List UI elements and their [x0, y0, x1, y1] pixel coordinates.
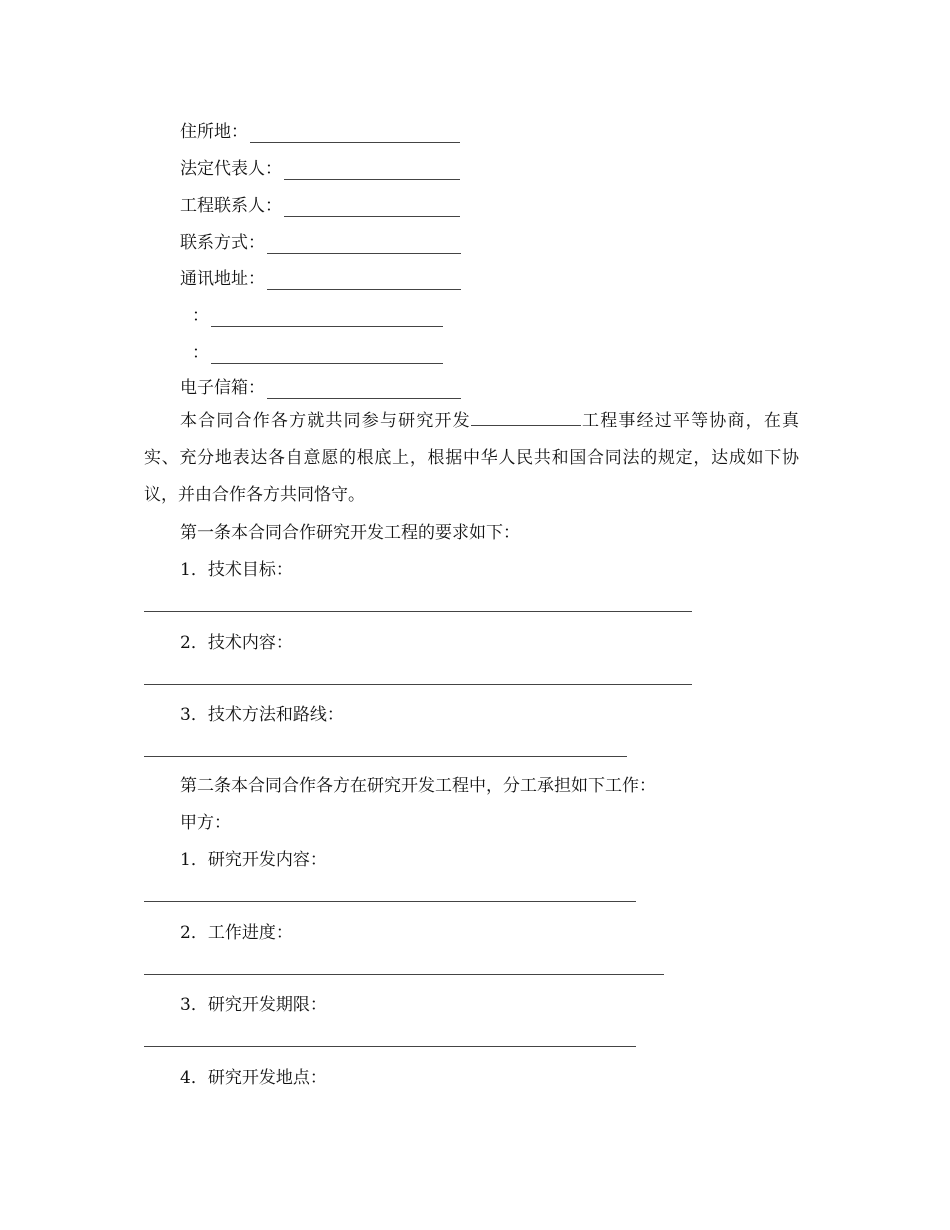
- field-project-contact: [180, 195, 460, 217]
- field-mailing-address: [180, 268, 461, 290]
- fill-in-blank[interactable]: [267, 383, 461, 399]
- field-label: 住所地：: [180, 122, 248, 142]
- field-label: 法定代表人：: [180, 159, 282, 179]
- answer-line[interactable]: [144, 611, 692, 612]
- field-unlabeled-1: [192, 305, 443, 327]
- field-contact-method: [180, 232, 461, 254]
- fill-in-blank[interactable]: [211, 311, 443, 327]
- field-label: 电子信箱：: [180, 378, 265, 398]
- field-label: ：: [192, 343, 209, 363]
- answer-line[interactable]: [144, 1046, 636, 1047]
- field-domicile: [180, 121, 460, 143]
- fill-in-blank[interactable]: [250, 127, 460, 143]
- article-1-item-technical-goal: 1．技术目标：: [180, 560, 293, 580]
- field-label: ：: [192, 306, 209, 326]
- article-2-item-rd-location: 4．研究开发地点：: [180, 1068, 327, 1088]
- intro-paragraph: [144, 403, 799, 514]
- answer-line[interactable]: [144, 684, 692, 685]
- article-1-item-technical-content: 2．技术内容：: [180, 633, 293, 653]
- answer-line[interactable]: [144, 756, 627, 757]
- article-2-item-rd-content: 1．研究开发内容：: [180, 850, 327, 870]
- field-unlabeled-2: [192, 342, 443, 364]
- field-email: [180, 377, 461, 399]
- field-legal-representative: [180, 158, 460, 180]
- answer-line[interactable]: [144, 901, 636, 902]
- article-2-title: 第二条本合同合作各方在研究开发工程中，分工承担如下工作：: [180, 776, 656, 796]
- answer-line[interactable]: [144, 974, 664, 975]
- article-2-item-work-progress: 2．工作进度：: [180, 923, 293, 943]
- fill-in-blank[interactable]: [284, 201, 460, 217]
- project-name-blank[interactable]: [471, 410, 581, 426]
- intro-text-after: 工程事经过平等协商，在真实、充分地表达各自意愿的根底上，根据中华人民共和国合同法的规定，达成如下协议，并由合作各方共同恪守。: [144, 411, 800, 505]
- article-1-title: 第一条本合同合作研究开发工程的要求如下：: [180, 523, 520, 543]
- fill-in-blank[interactable]: [211, 348, 443, 364]
- article-2-item-rd-period: 3．研究开发期限：: [180, 995, 327, 1015]
- article-1-item-technical-method: 3．技术方法和路线：: [180, 705, 344, 725]
- fill-in-blank[interactable]: [267, 274, 461, 290]
- fill-in-blank[interactable]: [267, 238, 461, 254]
- field-label: 通讯地址：: [180, 269, 265, 289]
- field-label: 工程联系人：: [180, 196, 282, 216]
- field-label: 联系方式：: [180, 233, 265, 253]
- fill-in-blank[interactable]: [284, 164, 460, 180]
- party-a-label: 甲方：: [180, 813, 231, 833]
- intro-text-before: 本合同合作各方就共同参与研究开发: [180, 411, 471, 431]
